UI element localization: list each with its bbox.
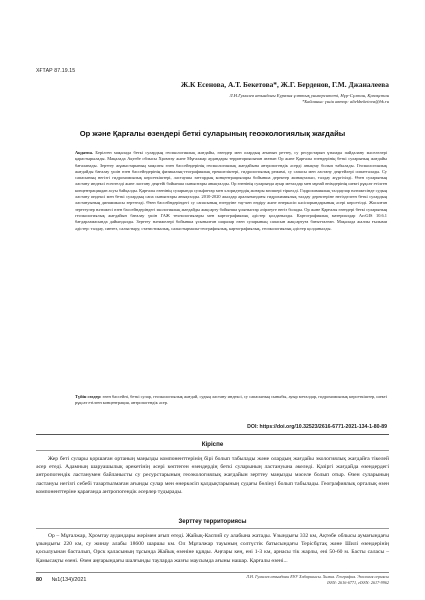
keywords-label: Түйін сөздер: bbox=[75, 394, 102, 399]
corresponding-author-email: *Байланыс үшін автор: altekbeketova@bk.ru bbox=[302, 99, 389, 105]
heading-divider bbox=[36, 450, 389, 451]
affiliation-block bbox=[230, 93, 389, 105]
doi-link[interactable]: DOI: https://doi.org/10.32523/2616-6771-2021-134-1-80-89 bbox=[247, 424, 387, 430]
footer-journal-info bbox=[246, 574, 389, 585]
keywords-text: өзен бассейні, беткі сулар, геоэкологиялық жағдай, судың ластану индексі, су сапасының сыныбы, ауыр металдар, гидрохимиялық көрсеткіштер, шекті рұқсат етілген концентрация, антропогендік әсер. bbox=[75, 394, 387, 406]
page-number: 80 bbox=[36, 577, 42, 583]
udc-code: ХҒТАР 87.19.15 bbox=[36, 68, 76, 74]
introduction-text: Жер беті сулары қоршаған ортаның маңызды компоненттерінің бірі болып табылады және олардың жағдайы экологиялық жағдайға тікелей әсер етеді. Адамның шаруашылық әрекетінің әсері көптеген өзендердің беткі суларының ластануына әкеледі. Қазіргі жағдайда өзендердегі антропогендік ластанумен байланысты су ресурстарының геоэкологиялық жағдайын зерттеу маңызды мәселе болып отыр. Өзен суларының ластануы негізгі себебі тазартылмаған ағынды сулар мен өнеркәсіп қалдықтарының судағы бөлінуі болып табылады. Географиялық орталық өзен компоненттеріне қарағанда антропогендік әсерлер тудырады. bbox=[36, 456, 389, 495]
heading-divider bbox=[36, 528, 389, 529]
article-title: Ор және Қарғалы өзендері беткі суларының геоэкологиялық жағдайы bbox=[79, 129, 346, 138]
abstract-text: Берілген мақалада беткі сулардың геоэкологиялық жағдайы, өзендер мен олардың ағынын реттеу, су ресурстарын ұтымды пайдалану мәселелері қарастырылады. Мақалада Ақтөбе облысы Хромтау және Мұғалжар аудандары территориясынан ағатын Ор және Қарғалы өзендерінің беткі суларының жағдайы бағаланады. Зерттеу жұмыстарының мақсаты өзен бассейндерінің геоэкологиялық жағдайына антропогендік әсерді анықтау болып табылады. Геоэкологиялық жағдайды бағалау үшін өзен бассейндерінің физикалық-географиялық ерекшеліктері, гидрологиялық режимі, су сапасы мен ластану деңгейлері сипатталады. Су сапасының негізгі гидрохимиялық көрсеткіштері, ластаушы заттардың концентрациялары бойынша деректер жинақталып, талдау жүргізілді. Өзен суларының ластану индексі есептелді және ластану деңгейі бойынша сыныптары анықталды. Ор өзенінің суларында ауыр металдар мен мұнай өнімдерінің шекті рұқсат етілген концентрациядан асуы байқалды. Қарғалы өзенінің суларында сульфаттар мен хлоридтердің жоғары мөлшері тіркелді. Гидрохимиялық талдаулар нәтижесінде судың ластану индексі мен беткі сулардың сапа сыныптары анықталды. 2010-2020 жылдар аралығындағы гидрохимиялық талдау деректеріне негізделген беткі сулардың ластануының динамикасы зерттелді. Өзен бассейндеріндегі су сапасының өзгеруіне тау-кен өндіру және өнеркәсіп кәсіпорындарының әсері көрсетілді. Жасалған зерттеулер нәтижесі өзен бассейндеріндегі экологиялық жағдайды жақсарту бойынша ұсыныстар әзірлеуге негіз болады. Ор және Қарғалы өзендері беткі суларының геоэкологиялық жағдайын бағалау үшін ГАЖ технологиялары мен картографиялық әдістер қолданылды. Картографиялық материалдар ArcGIS 10.6.1 бағдарламасында дайындалды. Зерттеу нәтижелері бойынша ұсынылған шаралар өзен суларының сапасын жақсартуға бағытталған. Мақалада жалпы ғылыми әдістер: талдау, синтез, салыстыру, статистикалық, салыстырмалы-географиялық, картографиялық, геоэкологиялық әдістер қолданылды. bbox=[75, 150, 387, 231]
issue-number: №1(134)/2021 bbox=[51, 577, 87, 583]
study-area-heading: Зерттеу территориясы bbox=[178, 519, 247, 525]
journal-title: Л.Н. Гумилев атындағы ЕҰУ Хабаршысы. Химия. География. Экология сериясы bbox=[246, 574, 389, 579]
footer-divider bbox=[36, 572, 389, 573]
abstract-label: Аңдатпа. bbox=[75, 150, 93, 155]
authors-line: Ж.К Есенова, А.Т. Бекетова*, Ж.Г. Берденов, Г.М. Джаналеева bbox=[180, 80, 389, 89]
study-area-text: Ор – Мұғалжар, Хромтау аудандары жерімен ағып өтеді. Жайық-Каспий су алабына жатады. Ұзындығы 332 км, Ақтөбе облысы аумағындағы ұзындығы 220 км, су жинау алабы 18600 шаршы км. Ол Мұғалжар тауының солтүстік батысындағы Терісбұтақ және Шилі өзендерінің қосылуынан басталып, Орск қаласының тұсында Жайық өзеніне құяды. Аңғары кең, ені 1-3 км, арнасы тік жарлы, ені 50-60 м. Басты саласы – Қамысақты өзені. Өзен аңғарындағы шалғынды тауларда жазғы маусымда ағыны нашар. Қарғалы өзені... bbox=[36, 533, 389, 564]
keywords-block bbox=[75, 394, 387, 407]
footer-page-info bbox=[36, 577, 86, 583]
affiliation-institution: Л.Н.Гумилев атындағы Еуразия ұлттық университеті, Нұр-Сұлтан, Қазақстан bbox=[229, 93, 389, 98]
section-divider bbox=[36, 434, 389, 435]
journal-issn: ISSN: 2616-6771, eISSN: 2617-9962 bbox=[327, 579, 389, 585]
abstract-block bbox=[75, 150, 387, 232]
introduction-heading: Кіріспе bbox=[201, 441, 224, 448]
